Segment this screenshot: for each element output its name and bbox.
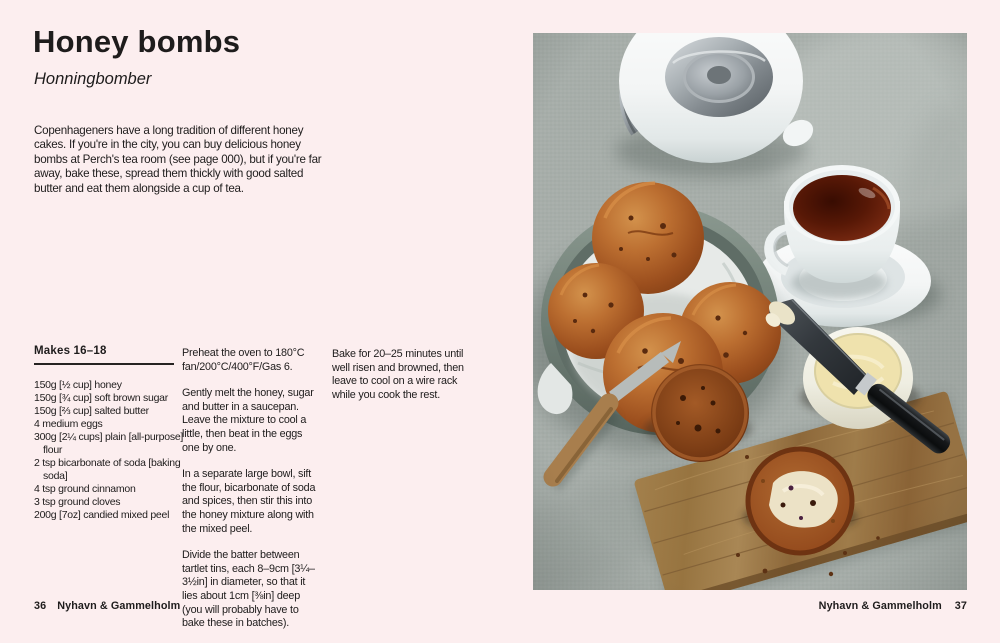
recipe-subtitle: Honningbomber: [34, 70, 152, 88]
ingredient-item: 4 tsp ground cinnamon: [34, 482, 136, 495]
method-column-2: [332, 348, 474, 415]
ingredients-column: [34, 345, 184, 522]
ingredient-item: 150g [¾ cup] soft brown sugar: [34, 391, 169, 404]
method-column-1: [182, 347, 322, 643]
method-step: Divide the batter between tartlet tins, each 8–9cm [3¼–3½in] in diameter, so that it lies about 1cm [⅜in] deep (you will probably have to bake these in batches).: [182, 549, 315, 630]
ingredient-item: 2 tsp bicarbonate of soda [baking soda]: [34, 456, 181, 482]
ingredient-item: 200g [7oz] candied mixed peel: [34, 508, 170, 521]
ingredients-list: [34, 379, 184, 522]
method-step: Bake for 20–25 minutes until well risen and browned, then leave to cool on a wire rack while you cook the rest.: [332, 348, 464, 401]
food-photo-illustration: [533, 33, 967, 590]
food-photo: [533, 33, 967, 590]
method-step: Gently melt the honey, sugar and butter in a saucepan. Leave the mixture to cool a little, then beat in the eggs one by one.: [182, 387, 314, 454]
right-page-footer: [819, 600, 967, 612]
section-name: Nyhavn & Gammelholm: [57, 600, 181, 612]
ingredient-item: 3 tsp ground cloves: [34, 495, 121, 508]
ingredient-item: 150g [½ cup] honey: [34, 378, 122, 391]
divider-rule: [34, 363, 174, 365]
section-name: Nyhavn & Gammelholm: [818, 600, 942, 612]
ingredient-item: 150g [⅔ cup] salted butter: [34, 404, 149, 417]
recipe-intro: Copenhageners have a long tradition of different honey cakes. If you're in the city, you can buy delicious honey bombs at Perch's tea room (see page 000), but if you're far away, bake these, spread them thickly with good salted butter and eat them alongside a cup of tea.: [34, 124, 322, 195]
ingredient-item: 4 medium eggs: [34, 417, 103, 430]
left-page-number: 36: [34, 600, 47, 612]
makes-label: Makes 16–18: [34, 345, 107, 357]
right-page-number: 37: [954, 600, 967, 612]
left-page-footer: [34, 600, 180, 612]
ingredient-item: 300g [2¼ cups] plain [all-purpose] flour: [34, 430, 184, 456]
method-step: Preheat the oven to 180°C fan/200°C/400°F/Gas 6.: [182, 347, 305, 373]
recipe-title: Honey bombs: [33, 24, 241, 59]
method-step: In a separate large bowl, sift the flour, bicarbonate of soda and spices, then stir this into the honey mixture along with the mixed peel.: [182, 468, 316, 535]
